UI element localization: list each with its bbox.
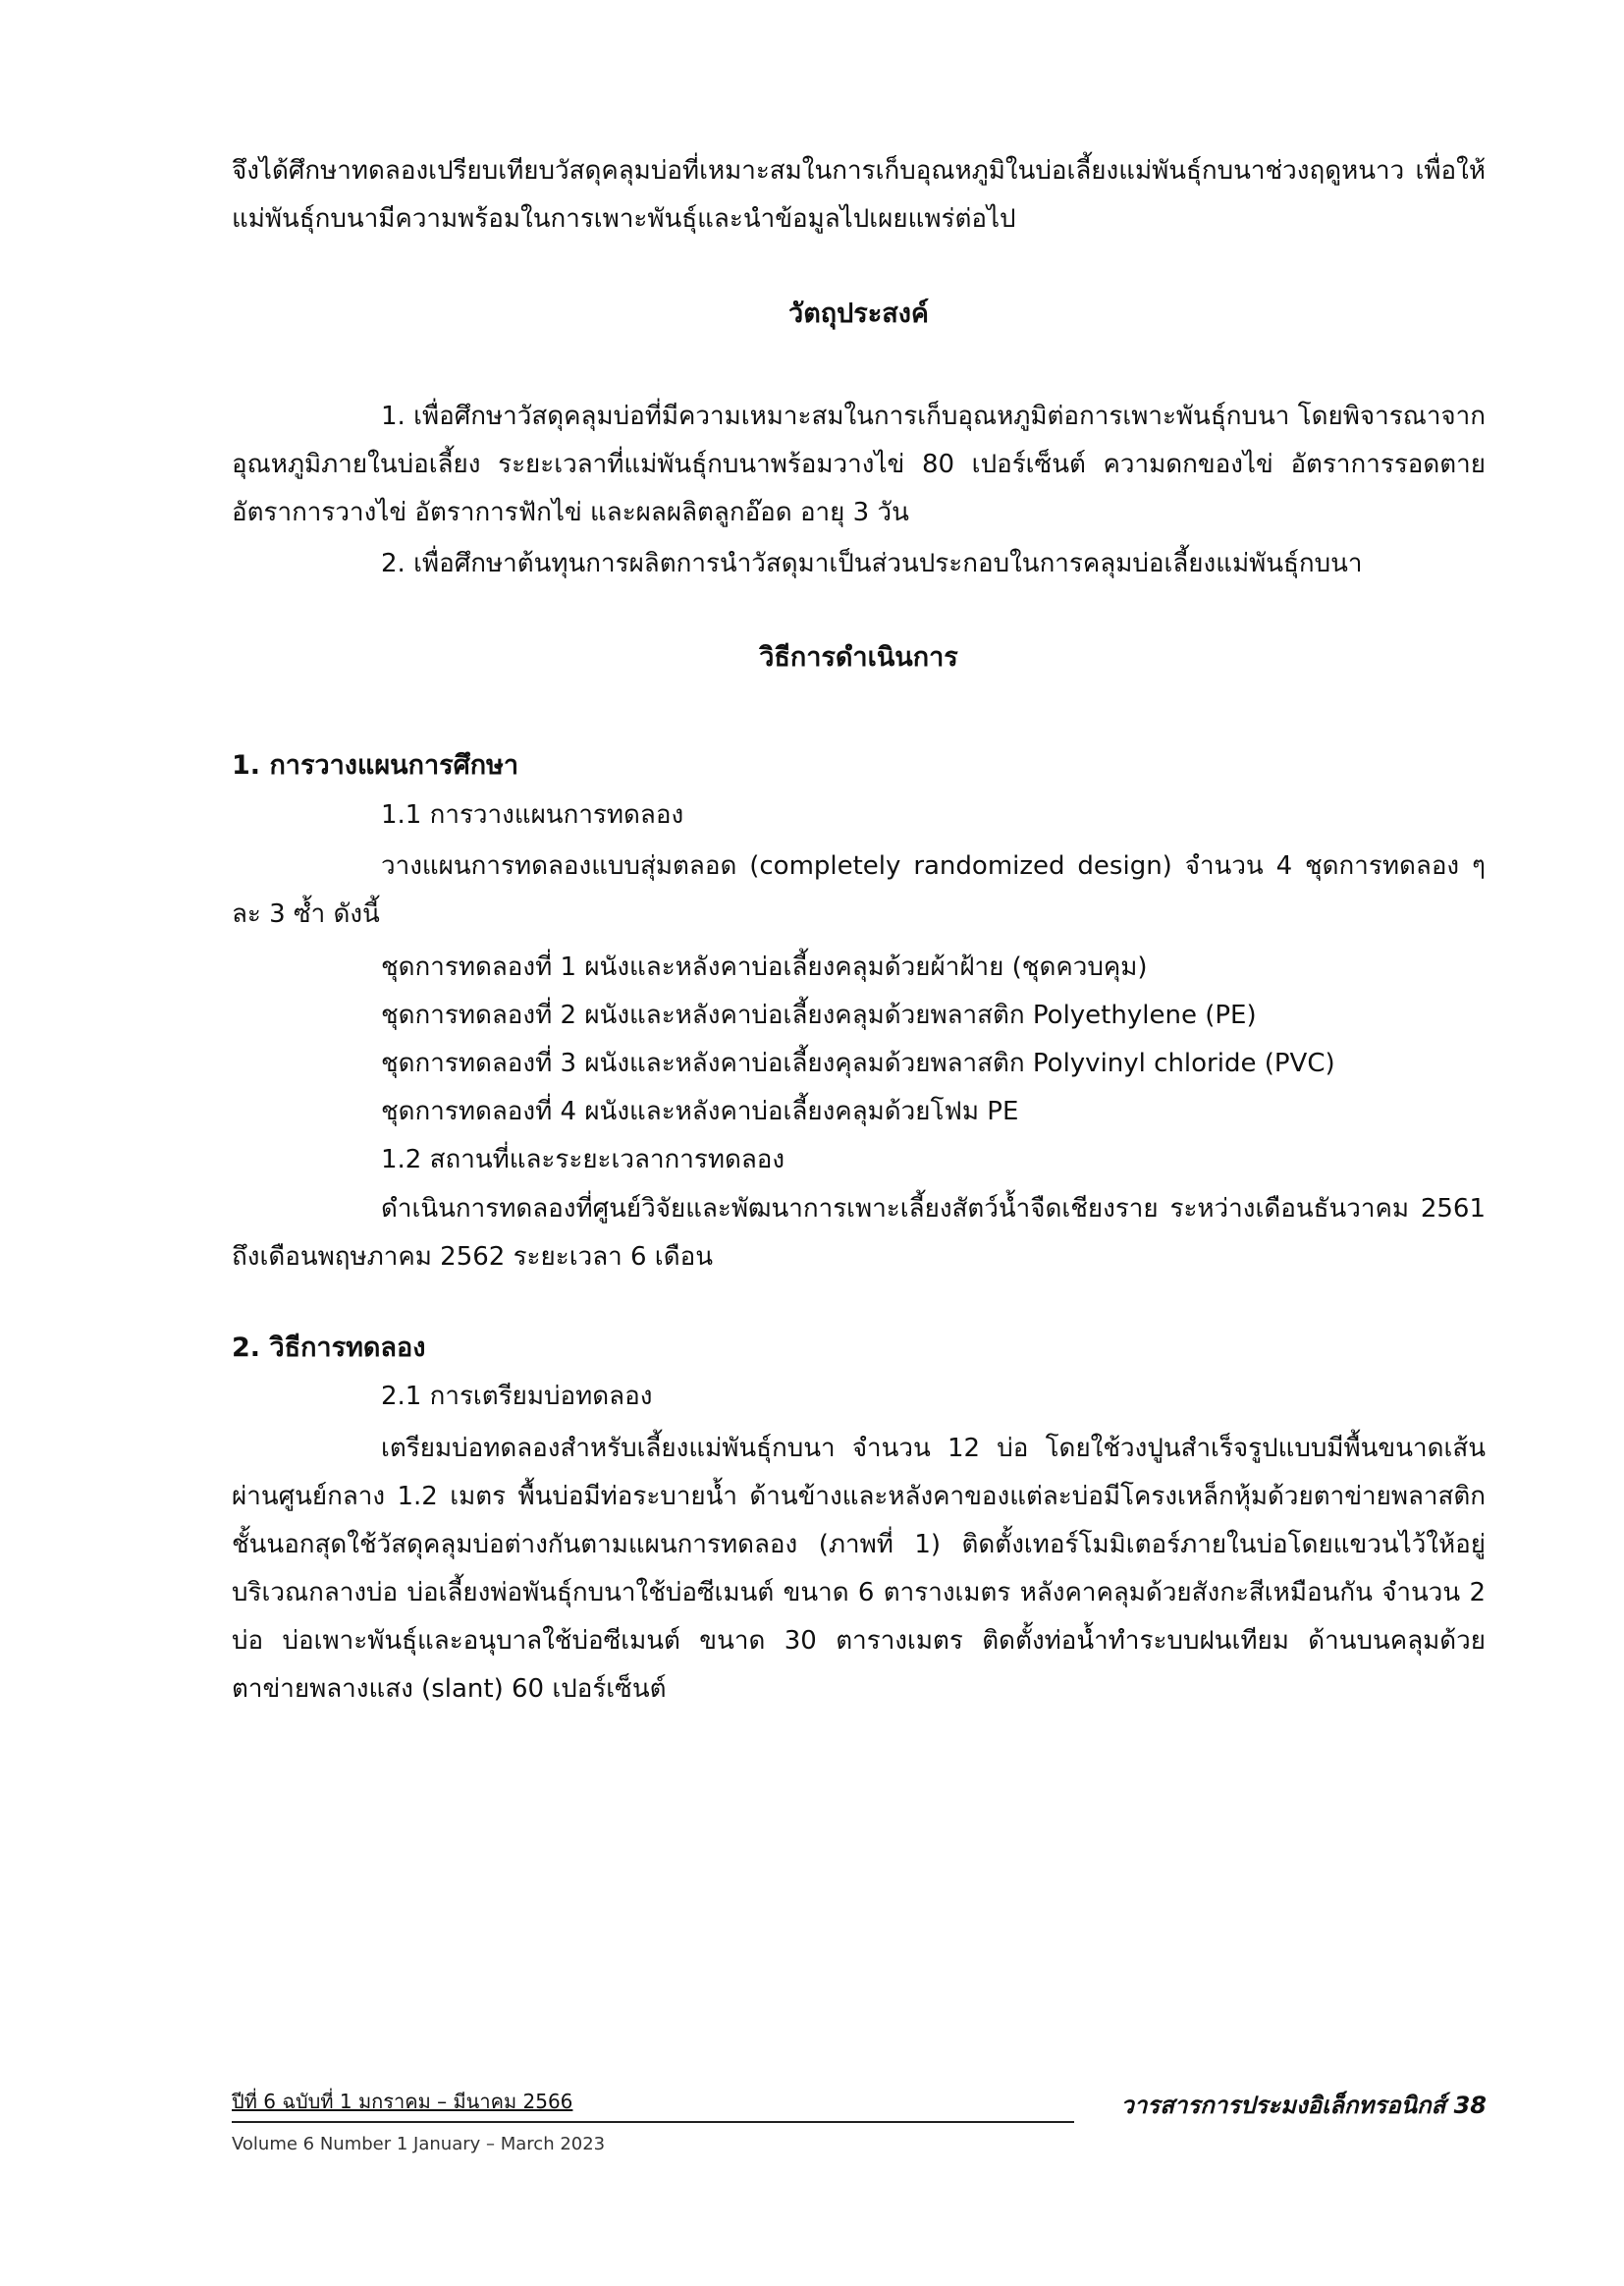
- subsection-1-1-title: 1.1 การวางแผนการทดลอง: [381, 800, 684, 830]
- treatment-3: ชุดการทดลองที่ 3 ผนังและหลังคาบ่อเลี้ยงคุลมด้วยพลาสติก Polyvinyl chloride (PVC): [381, 1049, 1335, 1078]
- subsection-2-1-title: 2.1 การเตรียมบ่อทดลอง: [381, 1382, 653, 1411]
- objective-item-1: 1. เพื่อศึกษาวัสดุคลุมบ่อที่มีความเหมาะสมในการเก็บอุณหภูมิต่อการเพาะพันธุ์กบนา โดยพิจารณาจากอุณหภูมิภายในบ่อเลี้ยง ระยะเวลาที่แม่พันธุ์กบนาพร้อมวางไข่ 80 เปอร์เซ็นต์ ความดกของไข่ อัตราการรอดตาย อัตราการวางไข่ อัตราการฟักไข่ และผลผลิตลูกอ๊อด อายุ 3 วัน: [232, 402, 1486, 527]
- footer-rule: [232, 2121, 1074, 2123]
- treatment-1: ชุดการทดลองที่ 1 ผนังและหลังคาบ่อเลี้ยงคลุมด้วยผ้าฝ้าย (ชุดควบคุม): [381, 952, 1148, 982]
- journal-name: วารสารการประมงอิเล็กทรอนิกส์: [1120, 2092, 1446, 2119]
- subsection-1-1-text: วางแผนการทดลองแบบสุ่มตลอด (completely randomized design) จำนวน 4 ชุดการทดลอง ๆ ละ 3 ซ้ำ ดังนี้: [232, 851, 1486, 929]
- footer-issue-thai: ปีที่ 6 ฉบับที่ 1 มกราคม – มีนาคม 2566: [232, 2090, 573, 2113]
- intro-paragraph: จึงได้ศึกษาทดลองเปรียบเทียบวัสดุคลุมบ่อที่เหมาะสมในการเก็บอุณหภูมิในบ่อเลี้ยงแม่พันธุ์กบนาช่วงฤดูหนาว เพื่อให้แม่พันธุ์กบนามีความพร้อมในการเพาะพันธุ์และนำข้อมูลไปเผยแพร่ต่อไป: [232, 156, 1486, 234]
- treatment-2: ชุดการทดลองที่ 2 ผนังและหลังคาบ่อเลี้ยงคลุมด้วยพลาสติก Polyethylene (PE): [381, 1001, 1257, 1030]
- objectives-heading: วัตถุประสงค์: [788, 299, 929, 329]
- objective-item-2: 2. เพื่อศึกษาต้นทุนการผลิตการนำวัสดุมาเป็นส่วนประกอบในการคลุมบ่อเลี้ยงแม่พันธุ์กบนา: [381, 549, 1363, 578]
- methods-heading: วิธีการดำเนินการ: [759, 642, 958, 673]
- subsection-1-2-text: ดำเนินการทดลองที่ศูนย์วิจัยและพัฒนาการเพาะเลี้ยงสัตว์น้ำจืดเชียงราย ระหว่างเดือนธันวาคม 2561 ถึงเดือนพฤษภาคม 2562 ระยะเวลา 6 เดือน: [232, 1194, 1486, 1272]
- section-2-title: 2. วิธีการทดลอง: [232, 1333, 426, 1363]
- footer-issue-english: Volume 6 Number 1 January – March 2023: [232, 2134, 606, 2154]
- footer-journal-page: [1120, 2090, 1487, 2121]
- subsection-2-1-text: เตรียมบ่อทดลองสำหรับเลี้ยงแม่พันธุ์กบนา จำนวน 12 บ่อ โดยใช้วงปูนสำเร็จรูปแบบมีพื้นขนาดเส้นผ่านศูนย์กลาง 1.2 เมตร พื้นบ่อมีท่อระบายน้ำ ด้านข้างและหลังคาของแต่ละบ่อมีโครงเหล็กหุ้มด้วยตาข่ายพลาสติก ชั้นนอกสุดใช้วัสดุคลุมบ่อต่างกันตามแผนการทดลอง (ภาพที่ 1) ติดตั้งเทอร์โมมิเตอร์ภายในบ่อโดยแขวนไว้ให้อยู่บริเวณกลางบ่อ บ่อเลี้ยงพ่อพันธุ์กบนาใช้บ่อซีเมนต์ ขนาด 6 ตารางเมตร หลังคาคลุมด้วยสังกะสีเหมือนกัน จำนวน 2 บ่อ บ่อเพาะพันธุ์และอนุบาลใช้บ่อซีเมนต์ ขนาด 30 ตารางเมตร ติดตั้งท่อน้ำทำระบบฝนเทียม ด้านบนคลุมด้วยตาข่ายพลางแสง (slant) 60 เปอร์เซ็นต์: [232, 1434, 1486, 1704]
- section-1-title: 1. การวางแผนการศึกษา: [232, 750, 519, 781]
- page-number: 38: [1453, 2092, 1487, 2119]
- treatment-4: ชุดการทดลองที่ 4 ผนังและหลังคาบ่อเลี้ยงคลุมด้วยโฟม PE: [381, 1097, 1019, 1126]
- subsection-1-2-title: 1.2 สถานที่และระยะเวลาการทดลอง: [381, 1145, 785, 1174]
